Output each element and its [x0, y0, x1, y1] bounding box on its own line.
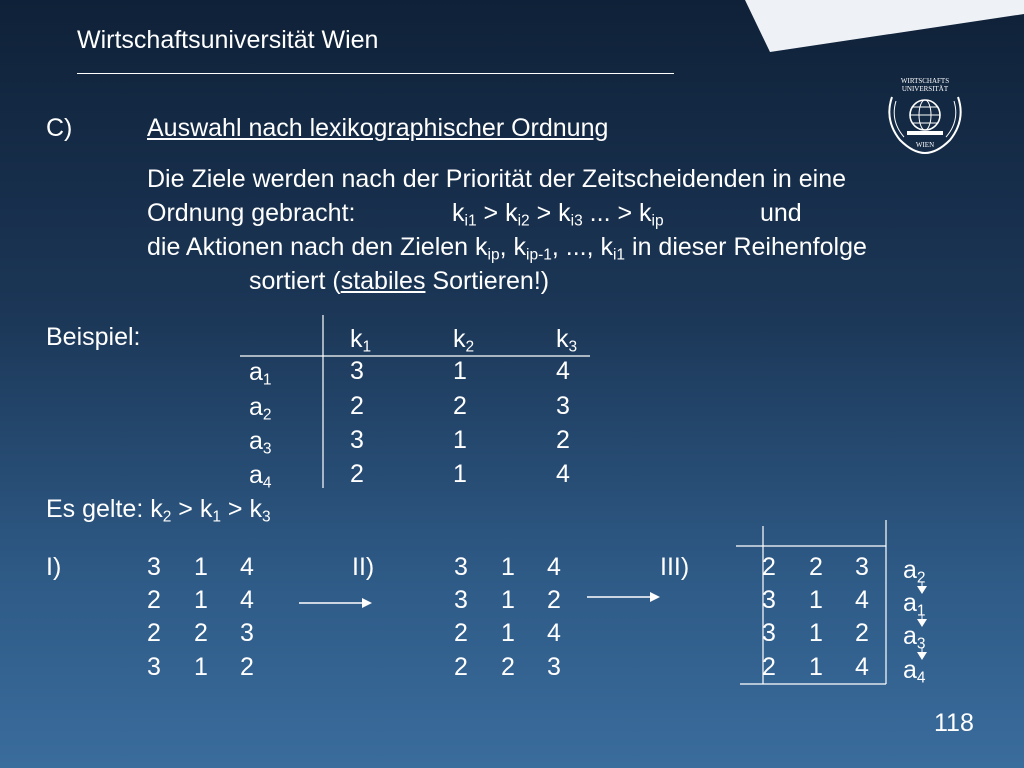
example-cell: 3: [556, 392, 570, 420]
example-cell: 2: [350, 460, 364, 488]
step-cell: 4: [547, 553, 561, 581]
step-cell: 3: [147, 553, 161, 581]
example-cell: 3: [350, 426, 364, 454]
down-arrow-icon: [917, 648, 927, 660]
example-cell: 4: [556, 357, 570, 385]
result-action-label: $a_4$: [903, 656, 926, 687]
step-cell: 4: [855, 586, 869, 614]
paragraph-line4: sortiert (stabiles Sortieren!): [249, 267, 550, 295]
paragraph-line1: Die Ziele werden nach der Priorität der Zeitscheidenden in eine: [147, 165, 846, 193]
example-cell: 3: [350, 357, 364, 385]
step-cell: 1: [194, 553, 208, 581]
step-cell: 3: [547, 653, 561, 681]
step-cell: 1: [194, 653, 208, 681]
result-action-label: $a_2$: [903, 556, 926, 587]
step-cell: 2: [762, 653, 776, 681]
paragraph-line2-label: Ordnung gebracht:: [147, 199, 356, 227]
step-cell: 3: [454, 553, 468, 581]
example-cell: 2: [556, 426, 570, 454]
example-cell: 1: [453, 426, 467, 454]
priority-ordering: $k_{i1} > k_{i2} > k_{i3}$ ... > $k_{ip}$: [452, 199, 664, 230]
step-cell: 1: [501, 619, 515, 647]
step-cell: 2: [855, 619, 869, 647]
logo-text-line3: WIEN: [915, 141, 935, 149]
logo-text-line1: WIRTSCHAFTS: [900, 77, 950, 85]
globe-icon: [880, 75, 970, 159]
example-cell: 1: [453, 460, 467, 488]
step-cell: 1: [809, 586, 823, 614]
step-cell: 2: [147, 586, 161, 614]
university-logo: [880, 75, 970, 159]
example-col-header: $k_2$: [453, 325, 475, 356]
step-cell: 3: [762, 619, 776, 647]
step-cell: 2: [762, 553, 776, 581]
step-cell: 2: [147, 619, 161, 647]
step-cell: 4: [240, 586, 254, 614]
step-cell: 2: [454, 619, 468, 647]
step-cell: 4: [547, 619, 561, 647]
example-row-label: $a_4$: [249, 461, 272, 492]
example-cell: 2: [350, 392, 364, 420]
step-label: III): [660, 553, 690, 581]
step-cell: 2: [454, 653, 468, 681]
example-row-label: $a_2$: [249, 393, 272, 424]
step-cell: 2: [547, 586, 561, 614]
step-cell: 3: [762, 586, 776, 614]
step-cell: 3: [147, 653, 161, 681]
step-label: I): [46, 553, 62, 581]
logo-text-line2: UNIVERSITÄT: [901, 85, 949, 93]
example-cell: 4: [556, 460, 570, 488]
right-arrow-icon: [298, 596, 373, 610]
example-cell: 2: [453, 392, 467, 420]
step-label: II): [352, 553, 375, 581]
step-cell: 3: [454, 586, 468, 614]
step-cell: 1: [501, 586, 515, 614]
example-label: Beispiel:: [46, 323, 141, 351]
header-divider: [77, 73, 674, 74]
down-arrow-icon: [917, 615, 927, 627]
step-cell: 2: [240, 653, 254, 681]
example-cell: 1: [453, 357, 467, 385]
section-title: Auswahl nach lexikographischer Ordnung: [147, 114, 609, 142]
step-cell: 4: [240, 553, 254, 581]
down-arrow-icon: [917, 582, 927, 594]
example-col-header: $k_3$: [556, 325, 578, 356]
step-cell: 1: [501, 553, 515, 581]
step-cell: 3: [240, 619, 254, 647]
example-table-lines: [230, 312, 600, 492]
right-arrow-icon: [586, 590, 661, 604]
step-cell: 4: [855, 653, 869, 681]
condition-line: Es gelte: $k_2 > k_1 > k_3$: [46, 495, 271, 526]
step-cell: 3: [855, 553, 869, 581]
example-col-header: $k_1$: [350, 325, 372, 356]
result-action-label: $a_3$: [903, 622, 926, 653]
step-cell: 2: [809, 553, 823, 581]
step-cell: 2: [194, 619, 208, 647]
paragraph-und: und: [760, 199, 802, 227]
example-row-label: $a_1$: [249, 358, 272, 389]
step-cell: 2: [501, 653, 515, 681]
university-header: Wirtschaftsuniversität Wien: [77, 26, 379, 54]
page-number: 118: [934, 709, 974, 737]
step-cell: 1: [194, 586, 208, 614]
section-label: C): [46, 114, 73, 142]
result-action-label: $a_1$: [903, 589, 926, 620]
order-arrows: [916, 582, 928, 682]
step-cell: 1: [809, 653, 823, 681]
paragraph-line3: die Aktionen nach den Zielen $k_{ip}$, $k_{ip-1}$, ..., $k_{i1}$ in dieser Reihenfolge: [147, 233, 867, 264]
example-row-label: $a_3$: [249, 427, 272, 458]
step-cell: 1: [809, 619, 823, 647]
